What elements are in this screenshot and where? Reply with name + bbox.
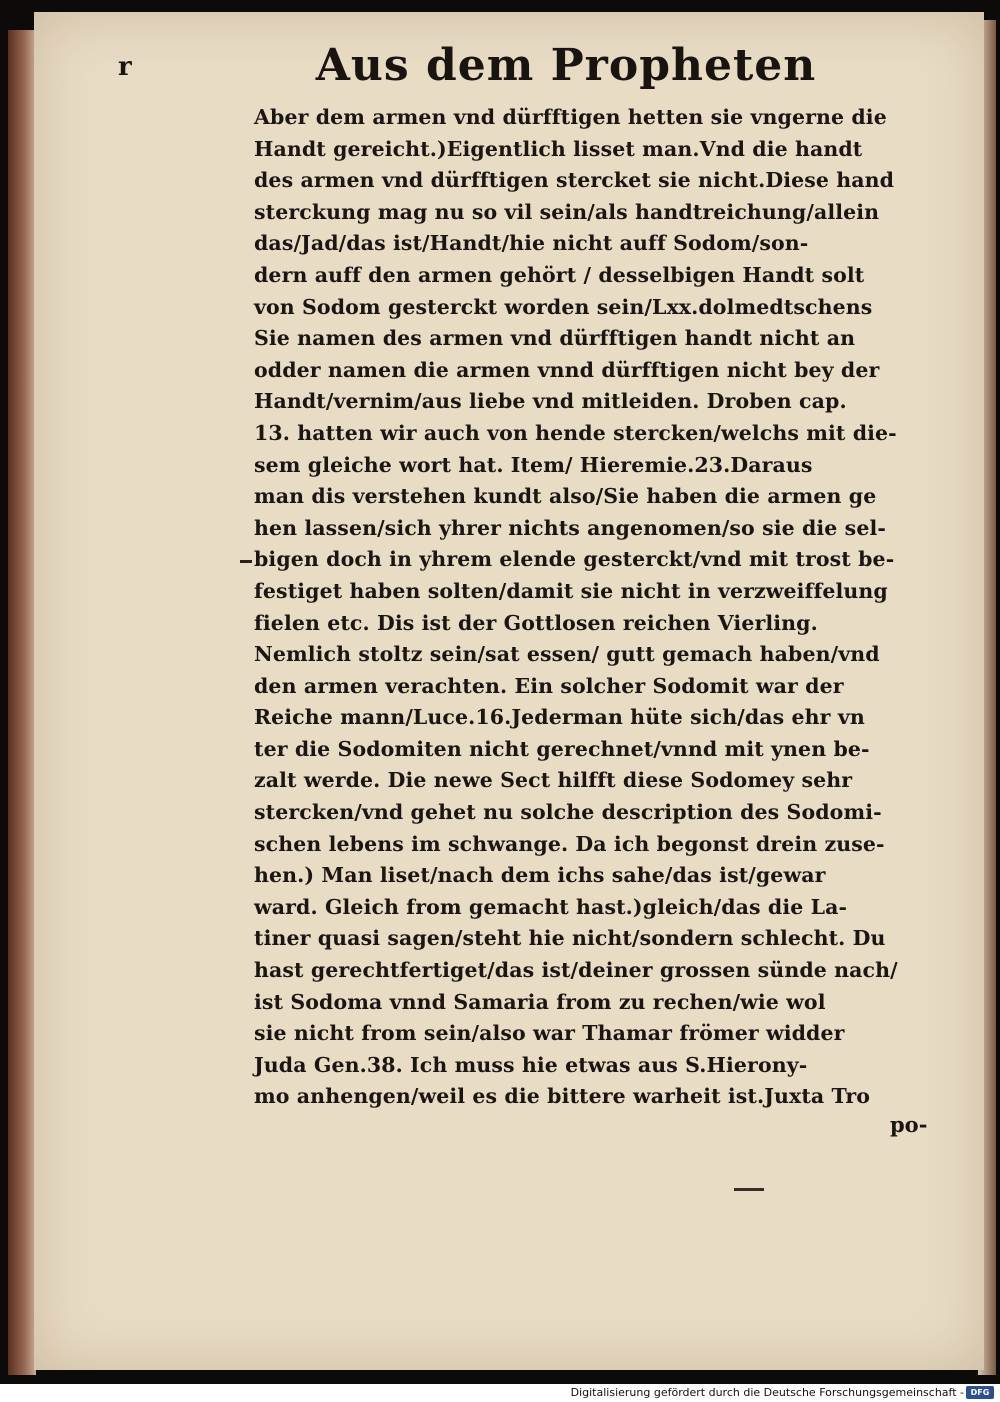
page-edge-left xyxy=(8,30,36,1375)
text-line: des armen vnd dürfftigen stercket sie nicht.Diese hand xyxy=(254,168,895,193)
text-line: ward. Gleich from gemacht hast.)gleich/das die La- xyxy=(254,894,848,919)
text-line: Handt/vernim/aus liebe vnd mitleiden. Droben cap. xyxy=(254,389,847,414)
text-line: zalt werde. Die newe Sect hilfft diese Sodomey sehr xyxy=(254,768,853,793)
text-line: man dis verstehen kundt also/Sie haben die armen ge xyxy=(254,484,877,509)
text-line: tiner quasi sagen/steht hie nicht/sondern schlecht. Du xyxy=(254,926,886,951)
text-line: schen lebens im schwange. Da ich begonst drein zuse- xyxy=(254,831,885,856)
text-line: von Sodom gesterckt worden sein/Lxx.dolmedtschens xyxy=(254,294,873,319)
text-line: sterckung mag nu so vil sein/als handtreichung/allein xyxy=(254,199,880,224)
text-line: Aber dem armen vnd dürfftigen hetten sie vngerne die xyxy=(254,105,887,129)
text-line: Reiche mann/Luce.16.Jederman hüte sich/das ehr vn xyxy=(254,705,865,730)
text-line: hast gerechtfertiget/das ist/deiner grossen sünde nach/ xyxy=(254,958,898,983)
text-line: hen.) Man liset/nach dem ichs sahe/das ist/gewar xyxy=(254,863,826,888)
text-line: Nemlich stoltz sein/sat essen/ gutt gemach haben/vnd xyxy=(254,642,880,667)
text-line: festiget haben solten/damit sie nicht in verzweiffelung xyxy=(254,578,888,603)
text-line: sie nicht from sein/also war Thamar frömer widder xyxy=(254,1021,845,1046)
corner-mark: r xyxy=(118,52,132,82)
page-dash-mark xyxy=(734,1188,764,1191)
text-line: ist Sodoma vnnd Samaria from zu rechen/wie wol xyxy=(254,989,826,1014)
dfg-logo-icon: DFG xyxy=(966,1386,994,1399)
text-line: odder namen die armen vnnd dürfftigen nicht bey der xyxy=(254,357,880,382)
running-head: Aus dem Propheten xyxy=(315,40,817,91)
text-line: dern auff den armen gehört / desselbigen Handt solt xyxy=(254,262,865,287)
text-line: das/Jad/das ist/Handt/hie nicht auff Sodom/son- xyxy=(254,231,809,256)
footer-credit: Digitalisierung gefördert durch die Deutsche Forschungsgemeinschaft - xyxy=(570,1386,964,1399)
text-line: hen lassen/sich yhrer nichts angenomen/so sie die sel- xyxy=(254,515,886,540)
text-line: den armen verachten. Ein solcher Sodomit war der xyxy=(254,673,844,698)
text-line: Juda Gen.38. Ich muss hie etwas aus S.Hierony- xyxy=(254,1052,808,1077)
text-line: Sie namen des armen vnd dürfftigen handt nicht an xyxy=(254,326,856,351)
text-line: Handt gereicht.)Eigentlich lisset man.Vnd die handt xyxy=(254,136,863,161)
text-line: mo anhengen/weil es die bittere warheit ist.Juxta Tro xyxy=(254,1084,871,1109)
text-line: stercken/vnd gehet nu solche description des Sodomi- xyxy=(254,800,882,825)
catchword: po- xyxy=(890,1112,928,1137)
text-line: ter die Sodomiten nicht gerechnet/vnnd mit ynen be- xyxy=(254,736,870,761)
text-line: bigen doch in yhrem elende gesterckt/vnd mit trost be- xyxy=(254,547,895,572)
text-line: fielen etc. Dis ist der Gottlosen reichen Vierling. xyxy=(254,610,818,635)
text-block xyxy=(254,102,954,1113)
text-line: 13. hatten wir auch von hende stercken/welchs mit die- xyxy=(254,420,897,445)
text-line: sem gleiche wort hat. Item/ Hieremie.23.Daraus xyxy=(254,452,813,477)
margin-tick xyxy=(240,560,252,563)
